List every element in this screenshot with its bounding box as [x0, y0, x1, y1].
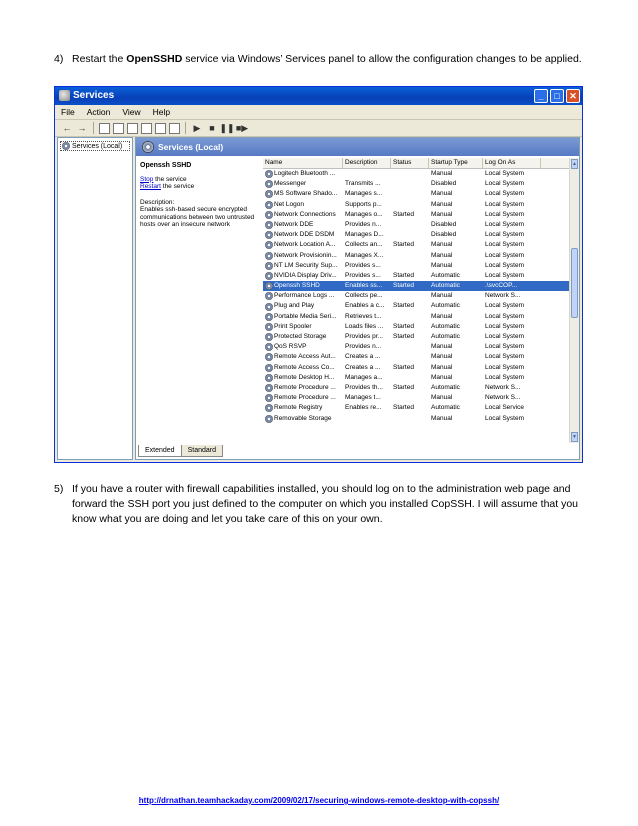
service-logon-cell: Local System	[485, 170, 525, 177]
table-row[interactable]	[263, 352, 569, 362]
table-row[interactable]	[263, 342, 569, 352]
service-name-cell	[263, 363, 343, 373]
scroll-down-arrow[interactable]: ▼	[572, 434, 577, 440]
column-header-status[interactable]: Status	[391, 158, 429, 168]
service-name: Remote Procedure ...	[274, 383, 336, 391]
service-status-cell: Started	[393, 404, 414, 412]
service-description-cell: Enables a c...	[345, 302, 385, 310]
service-description-cell: Provides s...	[345, 261, 381, 269]
panel-header	[136, 138, 579, 156]
toolbar	[55, 120, 582, 137]
scroll-thumb[interactable]	[571, 248, 578, 318]
service-description-cell: Manages o...	[345, 210, 383, 218]
service-gear-icon	[265, 231, 273, 239]
service-status-cell	[391, 179, 429, 189]
table-row[interactable]	[263, 271, 569, 281]
service-gear-icon	[265, 282, 273, 290]
table-row[interactable]	[263, 332, 569, 342]
service-gear-icon	[265, 272, 273, 280]
services-app-icon	[59, 90, 70, 101]
services-window	[54, 86, 583, 463]
services-panel	[135, 137, 580, 460]
service-name-cell	[263, 281, 343, 291]
service-name-cell	[263, 332, 343, 342]
table-row[interactable]	[263, 414, 569, 424]
service-logon-cell: Local System	[485, 251, 525, 259]
step-5-paragraph	[54, 482, 594, 527]
service-status-cell: Started	[393, 383, 414, 391]
services-list	[263, 158, 569, 443]
service-description-pane: Openssh SSHD Stop the service Restart the service Description: Enables ssh-based secure encrypted communications between two untrusted hosts over an insecure network	[140, 162, 258, 229]
table-row[interactable]	[263, 220, 569, 230]
service-name: NT LM Security Sup...	[274, 261, 338, 269]
service-name: Network DDE DSDM	[274, 231, 335, 239]
close-button[interactable]: ✕	[566, 89, 580, 103]
service-name: Performance Logs ...	[274, 292, 335, 300]
service-name-cell	[263, 301, 343, 311]
service-name-cell	[263, 251, 343, 261]
service-status-cell	[391, 373, 429, 383]
gear-icon	[142, 141, 154, 153]
service-logon-cell: Local System	[485, 302, 525, 310]
table-row[interactable]	[263, 251, 569, 261]
console-tree-icon[interactable]	[99, 123, 110, 134]
minimize-button[interactable]: _	[534, 89, 548, 103]
service-gear-icon	[265, 374, 273, 382]
service-description-cell: Provides pr...	[345, 333, 383, 340]
service-logon-cell: Local Service	[485, 404, 525, 412]
service-startup-cell: Manual	[431, 394, 453, 402]
step-4-paragraph	[54, 52, 594, 67]
service-logon-cell: Local System	[485, 363, 525, 371]
table-row[interactable]	[263, 312, 569, 322]
service-description-cell: Manages s...	[345, 190, 383, 198]
step-4-text-b: service via Windows’ Services panel to allow the configuration changes to be applied.	[182, 53, 582, 65]
step-number: 5)	[54, 483, 64, 495]
service-status-cell: Started	[393, 322, 414, 330]
service-name-cell	[263, 291, 343, 301]
service-description-cell: Enables ss...	[345, 282, 383, 290]
service-name-cell	[263, 169, 343, 179]
service-name-cell	[263, 352, 343, 362]
service-status-cell: Started	[393, 333, 414, 340]
service-logon-cell: Local System	[485, 180, 525, 188]
column-header-name[interactable]: Name	[263, 158, 343, 168]
service-logon-cell: Local System	[485, 210, 525, 218]
service-description-cell: Transmits ...	[345, 180, 381, 188]
service-name: Openssh SSHD	[274, 282, 320, 290]
service-description-cell: Provides n...	[345, 220, 382, 228]
menu-action[interactable]: Action	[86, 107, 111, 117]
service-name-cell	[263, 220, 343, 230]
service-startup-cell: Manual	[431, 241, 453, 249]
service-description-cell	[343, 169, 391, 179]
service-logon-cell: Local System	[485, 241, 525, 249]
service-logon-cell: Local System	[485, 333, 525, 340]
service-startup-cell: Manual	[431, 170, 453, 177]
table-row[interactable]	[263, 383, 569, 393]
refresh-icon[interactable]	[127, 123, 138, 134]
table-row[interactable]	[263, 200, 569, 210]
service-startup-cell: Manual	[431, 200, 453, 208]
panel-title: Services (Local)	[158, 142, 224, 152]
service-startup-cell: Automatic	[431, 404, 460, 412]
service-status-cell	[391, 200, 429, 210]
service-name: Network DDE	[274, 220, 314, 228]
service-name: Net Logon	[274, 200, 304, 208]
service-description-cell	[343, 414, 391, 424]
pause-service-icon[interactable]: ❚❚	[219, 122, 235, 133]
service-name: Removable Storage	[274, 414, 332, 422]
service-name-cell	[263, 230, 343, 240]
table-row[interactable]	[263, 281, 569, 291]
service-name-cell	[263, 373, 343, 383]
properties-icon[interactable]	[113, 123, 124, 134]
service-gear-icon	[265, 353, 273, 361]
service-gear-icon	[265, 201, 273, 209]
service-gear-icon	[265, 241, 273, 249]
service-description-cell: Supports p...	[345, 200, 382, 208]
help-topics-icon[interactable]	[169, 123, 180, 134]
service-gear-icon	[265, 384, 273, 392]
table-row[interactable]	[263, 393, 569, 403]
table-row[interactable]	[263, 210, 569, 220]
service-description-cell: Loads files ...	[345, 322, 384, 330]
service-logon-cell: Network S...	[485, 383, 521, 391]
selected-service-name: Openssh SSHD	[140, 162, 192, 169]
service-description-cell: Retrieves t...	[345, 312, 382, 320]
service-name-cell	[263, 342, 343, 352]
table-row[interactable]	[263, 189, 569, 199]
service-logon-cell: Local System	[485, 353, 525, 361]
service-name: QoS RSVP	[274, 343, 307, 351]
restart-service-link[interactable]: Restart	[140, 183, 161, 190]
service-name: Network Location A...	[274, 241, 336, 249]
column-header-description[interactable]: Description	[343, 158, 391, 168]
service-description-cell: Manages a...	[345, 373, 383, 381]
description-text: Enables ssh-based secure encrypted communications between two untrusted hosts over an insecure network	[140, 206, 255, 228]
service-name: Messenger	[274, 180, 307, 188]
service-description-cell: Enables re...	[345, 404, 382, 412]
service-name-cell	[263, 261, 343, 271]
service-description-cell: Provides n...	[345, 343, 382, 351]
service-status-cell	[391, 220, 429, 230]
stop-service-icon[interactable]: ■	[209, 123, 215, 133]
service-logon-cell: Local System	[485, 231, 525, 239]
service-logon-cell: Local System	[485, 322, 525, 330]
service-status-cell	[391, 352, 429, 362]
menu-file[interactable]: File	[61, 107, 75, 117]
step-4-text-a: Restart the	[72, 53, 127, 65]
service-name: Network Connections	[274, 210, 336, 218]
tab-extended[interactable]: Extended	[138, 445, 182, 457]
service-name: Print Spooler	[274, 322, 312, 330]
service-name: Remote Desktop H...	[274, 373, 335, 381]
service-logon-cell: Network S...	[485, 292, 521, 300]
service-name: Logitech Bluetooth ...	[274, 170, 336, 177]
service-description-cell: Creates a ...	[345, 363, 381, 371]
service-description-cell: Manages D...	[345, 231, 384, 239]
service-name-cell	[263, 179, 343, 189]
service-startup-cell: Automatic	[431, 282, 460, 290]
service-gear-icon	[265, 262, 273, 270]
service-logon-cell: Local System	[485, 190, 525, 198]
service-name-cell	[263, 200, 343, 210]
table-row[interactable]	[263, 373, 569, 383]
service-startup-cell: Manual	[431, 353, 453, 361]
service-name: NVIDIA Display Driv...	[274, 271, 337, 279]
window-title: Services	[73, 90, 115, 101]
service-description-cell: Provides s...	[345, 271, 381, 279]
service-gear-icon	[265, 170, 273, 178]
description-label: Description:	[140, 198, 175, 206]
service-gear-icon	[265, 343, 273, 351]
table-row[interactable]	[263, 301, 569, 311]
column-header-startup-type[interactable]: Startup Type	[429, 158, 483, 168]
service-startup-cell: Automatic	[431, 302, 460, 310]
step-number: 4)	[54, 53, 64, 65]
service-gear-icon	[265, 180, 273, 188]
service-name: Remote Access Co...	[274, 363, 335, 371]
service-startup-cell: Disabled	[431, 180, 457, 188]
service-logon-cell: Local System	[485, 200, 525, 208]
service-gear-icon	[265, 190, 273, 198]
service-gear-icon	[265, 333, 273, 341]
service-description-cell: Collects pe...	[345, 292, 383, 300]
service-gear-icon	[265, 415, 273, 423]
service-startup-cell: Manual	[431, 343, 453, 351]
window-titlebar[interactable]	[55, 87, 582, 105]
menu-view[interactable]: View	[122, 107, 141, 117]
table-row[interactable]	[263, 169, 569, 179]
service-name: Portable Media Seri...	[274, 312, 337, 320]
service-logon-cell: Network S...	[485, 394, 521, 402]
service-status-cell	[391, 414, 429, 424]
service-status-cell	[391, 261, 429, 271]
vertical-scrollbar[interactable]	[569, 158, 579, 443]
console-tree	[57, 137, 133, 460]
table-row[interactable]	[263, 179, 569, 189]
service-name-cell	[263, 312, 343, 322]
service-status-cell: Started	[393, 210, 414, 218]
menu-help[interactable]: Help	[152, 107, 171, 117]
table-row[interactable]	[263, 291, 569, 301]
service-startup-cell: Automatic	[431, 333, 460, 340]
service-startup-cell: Disabled	[431, 220, 457, 228]
service-name: Remote Registry	[274, 404, 323, 412]
service-name: MS Software Shado...	[274, 190, 338, 198]
service-name-cell	[263, 189, 343, 199]
service-description-cell: Provides th...	[345, 383, 383, 391]
service-status-cell	[391, 291, 429, 301]
service-gear-icon	[265, 303, 273, 311]
service-logon-cell: .\svcCOP...	[485, 282, 518, 290]
service-status-cell	[391, 393, 429, 403]
table-row[interactable]	[263, 261, 569, 271]
service-name-cell	[263, 403, 343, 413]
service-gear-icon	[265, 221, 273, 229]
service-gear-icon	[265, 323, 273, 331]
view-tabs	[138, 445, 222, 457]
forward-arrow-icon[interactable]: →	[77, 123, 87, 133]
service-startup-cell: Disabled	[431, 231, 457, 239]
service-name-cell	[263, 210, 343, 220]
service-status-cell	[391, 189, 429, 199]
list-header	[263, 158, 569, 169]
footer	[0, 796, 638, 805]
menu-bar	[55, 105, 582, 120]
service-name: Plug and Play	[274, 302, 315, 310]
tree-item-label: Services (Local)	[72, 142, 123, 150]
service-status-cell	[391, 230, 429, 240]
service-logon-cell: Local System	[485, 220, 525, 228]
service-logon-cell: Local System	[485, 414, 525, 422]
table-row[interactable]	[263, 230, 569, 240]
service-name: Protected Storage	[274, 333, 327, 340]
service-startup-cell: Manual	[431, 190, 453, 198]
service-logon-cell: Local System	[485, 373, 525, 381]
service-startup-cell: Automatic	[431, 271, 460, 279]
service-startup-cell: Manual	[431, 210, 453, 218]
service-description-cell: Manages X...	[345, 251, 384, 259]
service-gear-icon	[265, 313, 273, 321]
service-status-cell: Started	[393, 271, 414, 279]
service-name-cell	[263, 383, 343, 393]
service-name-cell	[263, 414, 343, 424]
service-startup-cell: Manual	[431, 261, 453, 269]
service-status-cell	[391, 312, 429, 322]
service-logon-cell: Local System	[485, 312, 525, 320]
service-startup-cell: Automatic	[431, 322, 460, 330]
start-service-icon[interactable]: ▶	[193, 122, 201, 133]
service-gear-icon	[265, 211, 273, 219]
tree-item-services-local[interactable]	[60, 141, 130, 151]
service-gear-icon	[265, 292, 273, 300]
scroll-up-arrow[interactable]: ▲	[572, 161, 577, 167]
table-row[interactable]	[263, 363, 569, 373]
tab-standard[interactable]: Standard	[181, 445, 223, 457]
service-startup-cell: Manual	[431, 373, 453, 381]
service-status-cell: Started	[393, 363, 414, 371]
gear-icon	[62, 142, 70, 150]
service-status-cell	[391, 251, 429, 261]
service-name: Network Provisionin...	[274, 251, 337, 259]
service-description-cell: Manages t...	[345, 394, 381, 402]
service-startup-cell: Manual	[431, 251, 453, 259]
service-logon-cell: Local System	[485, 343, 525, 351]
table-row[interactable]	[263, 403, 569, 413]
service-startup-cell: Manual	[431, 363, 453, 371]
column-header-log-on-as[interactable]: Log On As	[483, 158, 541, 168]
service-gear-icon	[265, 252, 273, 260]
service-status-cell: Started	[393, 282, 414, 290]
table-row[interactable]	[263, 322, 569, 332]
service-status-cell: Started	[393, 241, 414, 249]
service-name: Remote Access Aut...	[274, 353, 336, 361]
service-name-cell	[263, 271, 343, 281]
service-startup-cell: Manual	[431, 414, 453, 422]
service-description-cell: Creates a ...	[345, 353, 381, 361]
table-row[interactable]	[263, 240, 569, 250]
help-icon[interactable]	[155, 123, 166, 134]
service-logon-cell: Local System	[485, 261, 525, 269]
restart-service-icon[interactable]: ■▶	[235, 122, 249, 133]
service-name-cell	[263, 240, 343, 250]
footer-url-link[interactable]: http://drnathan.teamhackaday.com/2009/02/17/securing-windows-remote-desktop-with-copssh/	[138, 796, 500, 805]
service-gear-icon	[265, 394, 273, 402]
service-name-cell	[263, 393, 343, 403]
maximize-button[interactable]: □	[550, 89, 564, 103]
service-gear-icon	[265, 404, 273, 412]
service-status-cell: Started	[393, 302, 414, 310]
service-status-cell	[391, 169, 429, 179]
stop-service-link[interactable]: Stop	[140, 175, 154, 183]
service-startup-cell: Automatic	[431, 383, 460, 391]
service-startup-cell: Manual	[431, 292, 453, 300]
service-startup-cell: Manual	[431, 312, 453, 320]
step-4-bold: OpenSSHD	[126, 53, 183, 65]
service-status-cell	[391, 342, 429, 352]
service-gear-icon	[265, 364, 273, 372]
export-list-icon[interactable]	[141, 123, 152, 134]
service-logon-cell: Local System	[485, 271, 525, 279]
service-name: Remote Procedure ...	[274, 394, 336, 402]
service-name-cell	[263, 322, 343, 332]
service-description-cell: Collects an...	[345, 241, 383, 249]
step-5-text: If you have a router with firewall capabilities installed, you should log on to the administration web page and forward the SSH port you just defined to the computer on which you installed CopSSH. I will assume that you know what you are doing and let you take care of this on your own.	[72, 483, 579, 525]
back-arrow-icon[interactable]: ←	[62, 123, 72, 133]
